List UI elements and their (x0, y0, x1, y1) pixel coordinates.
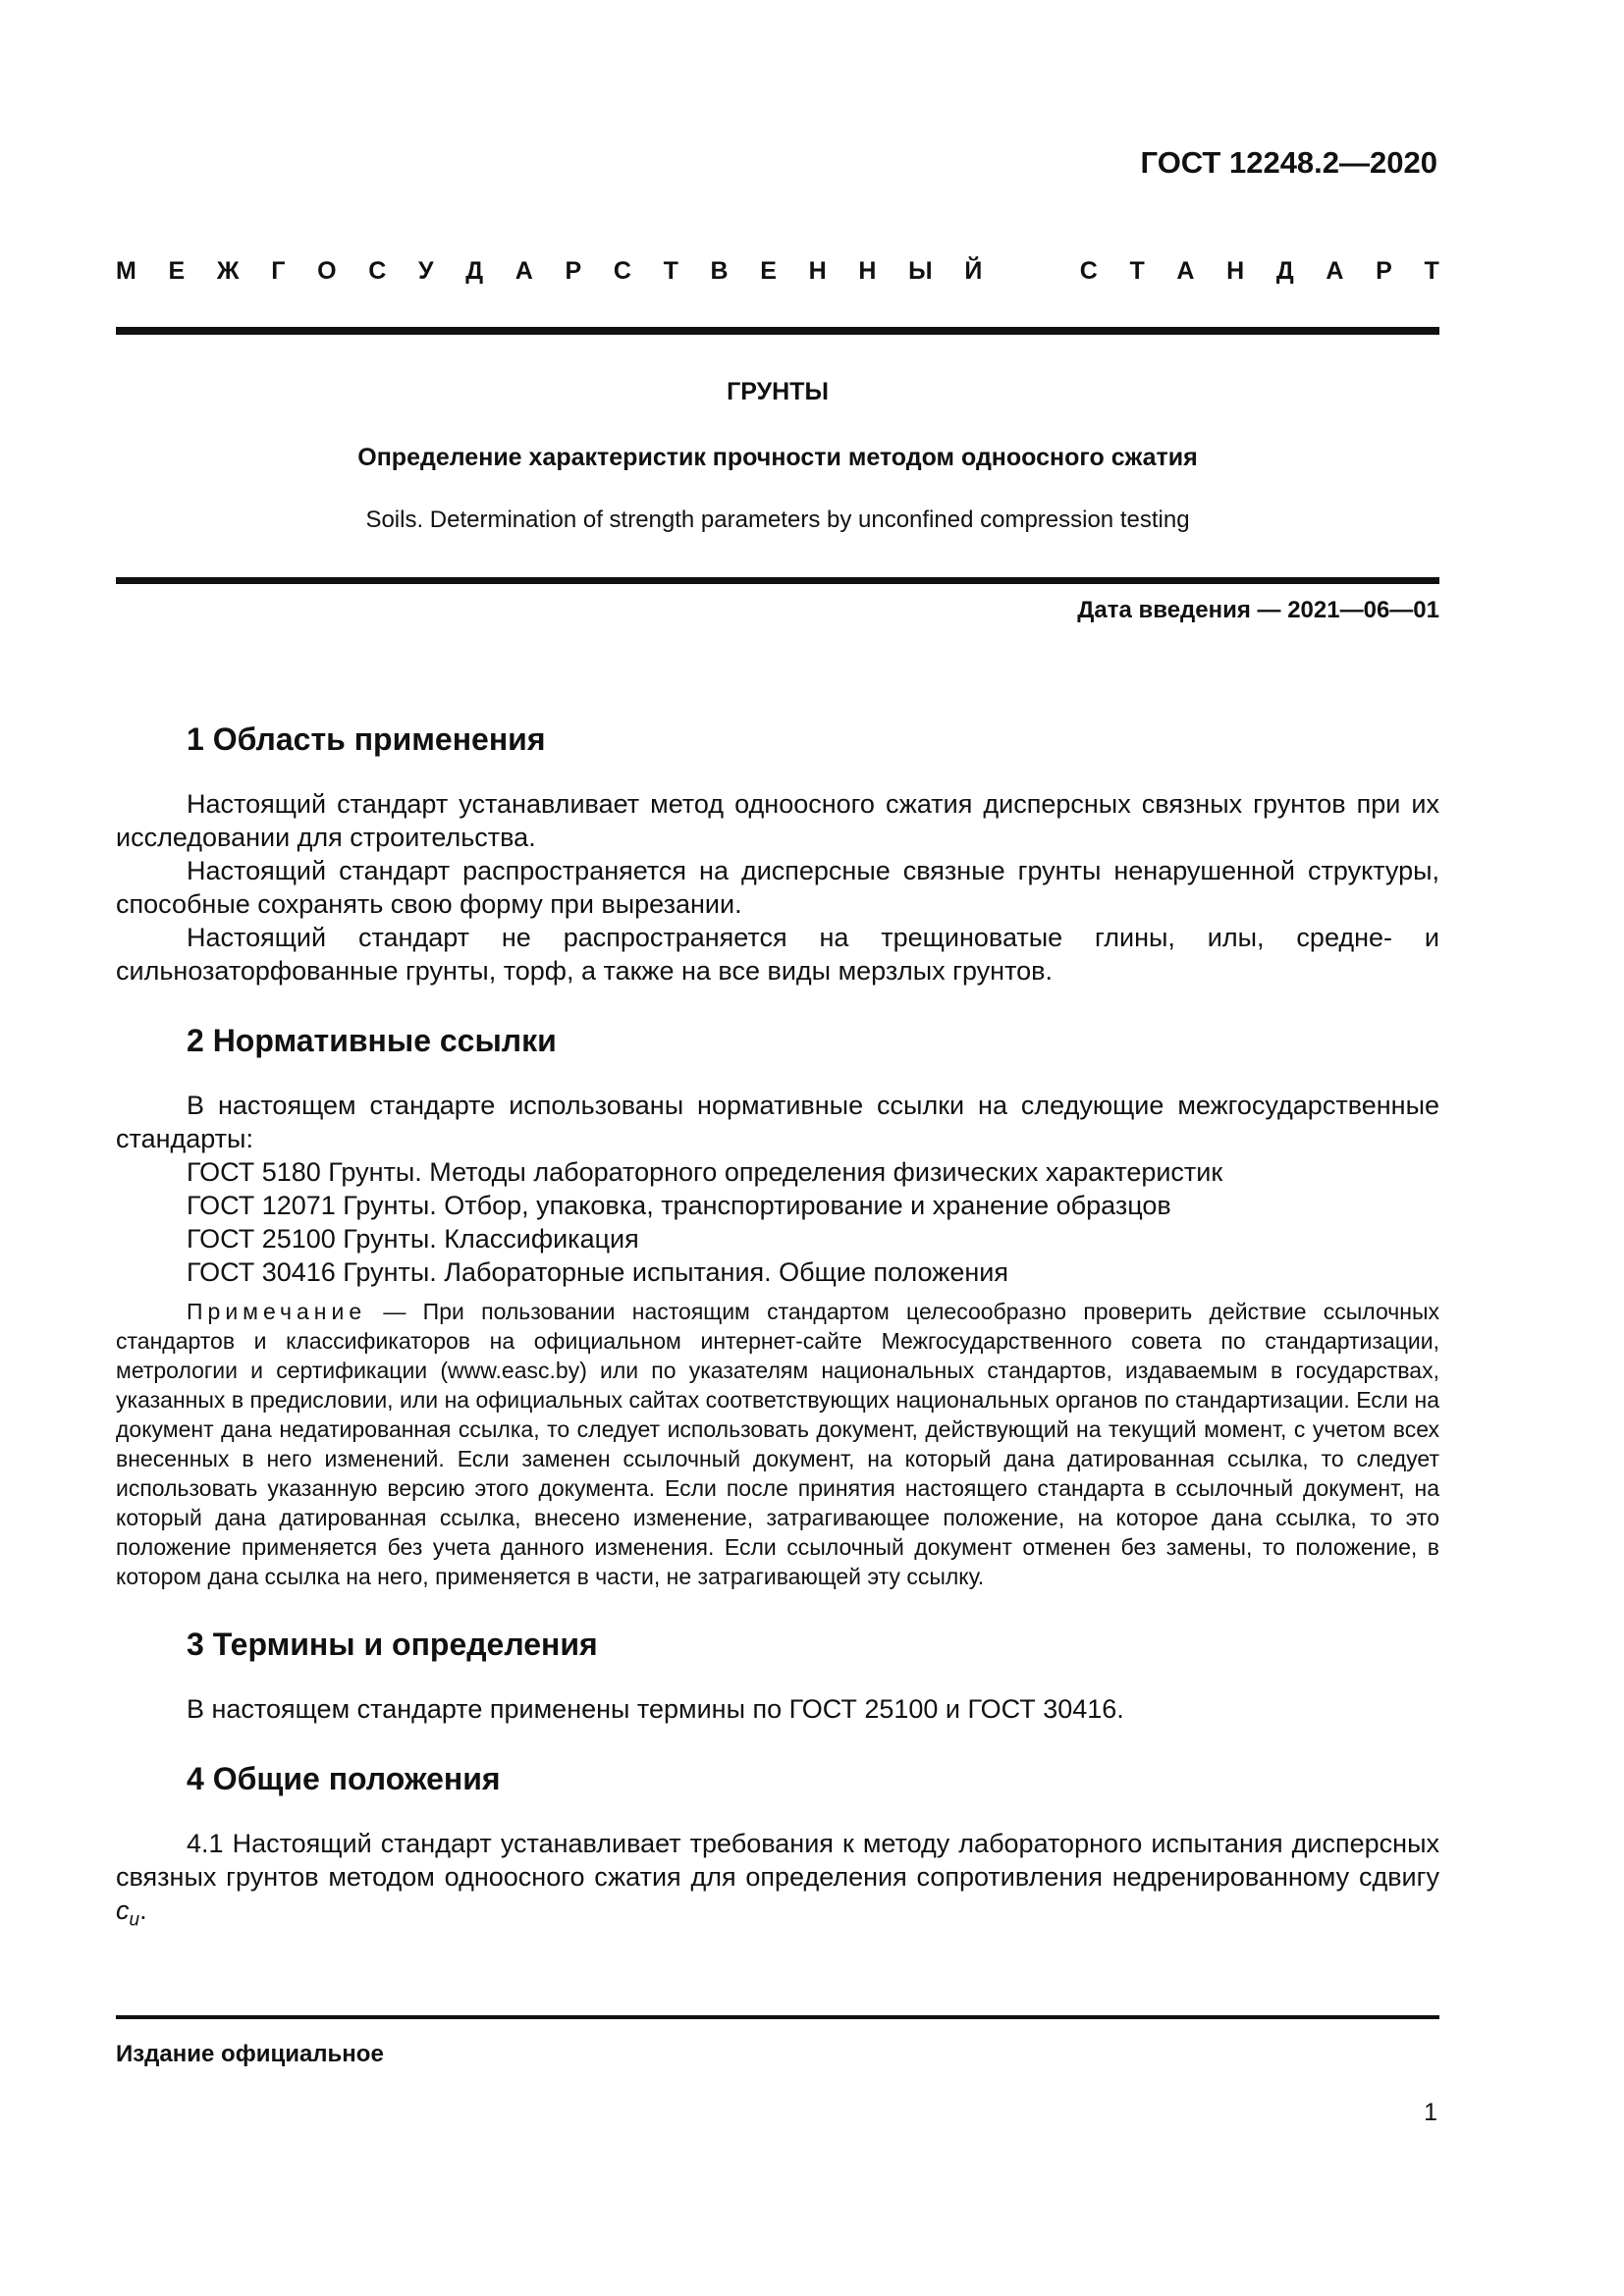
spacer (116, 1591, 1439, 1627)
letter: Д (465, 257, 484, 285)
spacer (116, 1726, 1439, 1761)
reference-item: ГОСТ 25100 Грунты. Классификация (187, 1224, 639, 1254)
paragraph: В настоящем стандарте использованы нормативные ссылки на следующие межгосударственные стандарты: (116, 1091, 1439, 1153)
letter: Г (271, 257, 286, 285)
paragraph: Настоящий стандарт не распространяется на трещиноватые глины, илы, средне- и сильнозаторфованные грунты, торф, а также на все виды мерзлых грунтов. (116, 923, 1439, 986)
letter: Е (168, 257, 186, 285)
letter: С (1079, 257, 1098, 285)
letter: Й (964, 257, 983, 285)
letter: Н (858, 257, 877, 285)
top-divider (116, 327, 1439, 335)
paragraph-end: . (139, 1896, 147, 1925)
paragraph: В настоящем стандарте применены термины по ГОСТ 25100 и ГОСТ 30416. (187, 1694, 1124, 1724)
section-heading: 4 Общие положения (187, 1761, 501, 1796)
letter: Ы (908, 257, 933, 285)
paragraph: Настоящий стандарт распространяется на дисперсные связные грунты ненарушенной структуры, способные сохранять свою форму при вырезании. (116, 856, 1439, 919)
letter: Т (1129, 257, 1145, 285)
spacer (116, 988, 1439, 1023)
letter: А (1176, 257, 1195, 285)
footer-divider (116, 2015, 1439, 2019)
edition-label: Издание официальное (116, 2041, 384, 2067)
document-body (116, 721, 1439, 1937)
symbol: c (116, 1896, 130, 1925)
reference-item: ГОСТ 30416 Грунты. Лабораторные испытания. Общие положения (187, 1257, 1008, 1287)
section-heading: 1 Область применения (187, 721, 546, 757)
paragraph (116, 1827, 1439, 1937)
letter: Н (1226, 257, 1245, 285)
letter: О (317, 257, 337, 285)
document-number: ГОСТ 12248.2—2020 (1140, 145, 1437, 180)
letter: Т (663, 257, 678, 285)
letter: С (368, 257, 387, 285)
paragraph: Настоящий стандарт устанавливает метод одноосного сжатия дисперсных связных грунтов при их исследовании для строительства. (116, 789, 1439, 852)
letter: А (1326, 257, 1344, 285)
reference-item: ГОСТ 5180 Грунты. Методы лабораторного определения физических характеристик (187, 1157, 1223, 1187)
note-label: Примечание (187, 1299, 367, 1324)
document-subtitle: Определение характеристик прочности методом одноосного сжатия (357, 444, 1198, 471)
paragraph-text: 4.1 Настоящий стандарт устанавливает требования к методу лабораторного испытания дисперсных связных грунтов методом одноосного сжатия для определения сопротивления недренированному сдвигу (116, 1829, 1439, 1892)
letter: В (710, 257, 729, 285)
document-title: ГРУНТЫ (727, 378, 829, 405)
letter: Ж (216, 257, 240, 285)
section-heading: 2 Нормативные ссылки (187, 1023, 557, 1058)
english-title: Soils. Determination of strength parameters by unconfined compression testing (365, 507, 1190, 533)
note (116, 1297, 1439, 1591)
introduction-date: Дата введения — 2021—06—01 (1077, 597, 1439, 623)
letter: Р (565, 257, 582, 285)
note-text: — При пользовании настоящим стандартом целесообразно проверить действие ссылочных стандартов и классификаторов на официальном интернет-сайте Межгосударственного совета по стандартизации, метрологии и сертификации (www.easc.by) или по указателям национальных стандартов, издаваемым в государствах, указанных в предисловии, или на официальных сайтах соответствующих национальных органов по стандартизации. Если на документ дана недатированная ссылка, то следует использовать документ, действующий на текущий момент, с учетом всех внесенных в него изменений. Если заменен ссылочный документ, на который дана датированная ссылка, то следует использовать указанную версию этого документа. Если после принятия настоящего стандарта в ссылочный документ, на который дана датированная ссылка, внесено изменение, затрагивающее положение, на которое дана ссылка, то это положение применяется без учета данного изменения. Если ссылочный документ отменен без замены, то положение, в котором дана ссылка на него, применяется в части, не затрагивающей эту ссылку. (116, 1299, 1439, 1589)
reference-item: ГОСТ 12071 Грунты. Отбор, упаковка, транспортирование и хранение образцов (187, 1191, 1171, 1220)
letter: У (417, 257, 434, 285)
letter: Т (1424, 257, 1439, 285)
letter: Н (808, 257, 827, 285)
word-gap (1014, 257, 1048, 286)
letter: Р (1376, 257, 1392, 285)
letter: С (613, 257, 631, 285)
letter: М (116, 257, 136, 285)
interstate-standard-label (116, 257, 1439, 286)
title-divider (116, 577, 1439, 584)
letter: Д (1275, 257, 1294, 285)
section-heading: 3 Термины и определения (187, 1627, 598, 1662)
symbol-subscript: u (129, 1909, 140, 1931)
letter: Е (760, 257, 777, 285)
letter: А (514, 257, 533, 285)
page-number: 1 (1424, 2099, 1437, 2126)
